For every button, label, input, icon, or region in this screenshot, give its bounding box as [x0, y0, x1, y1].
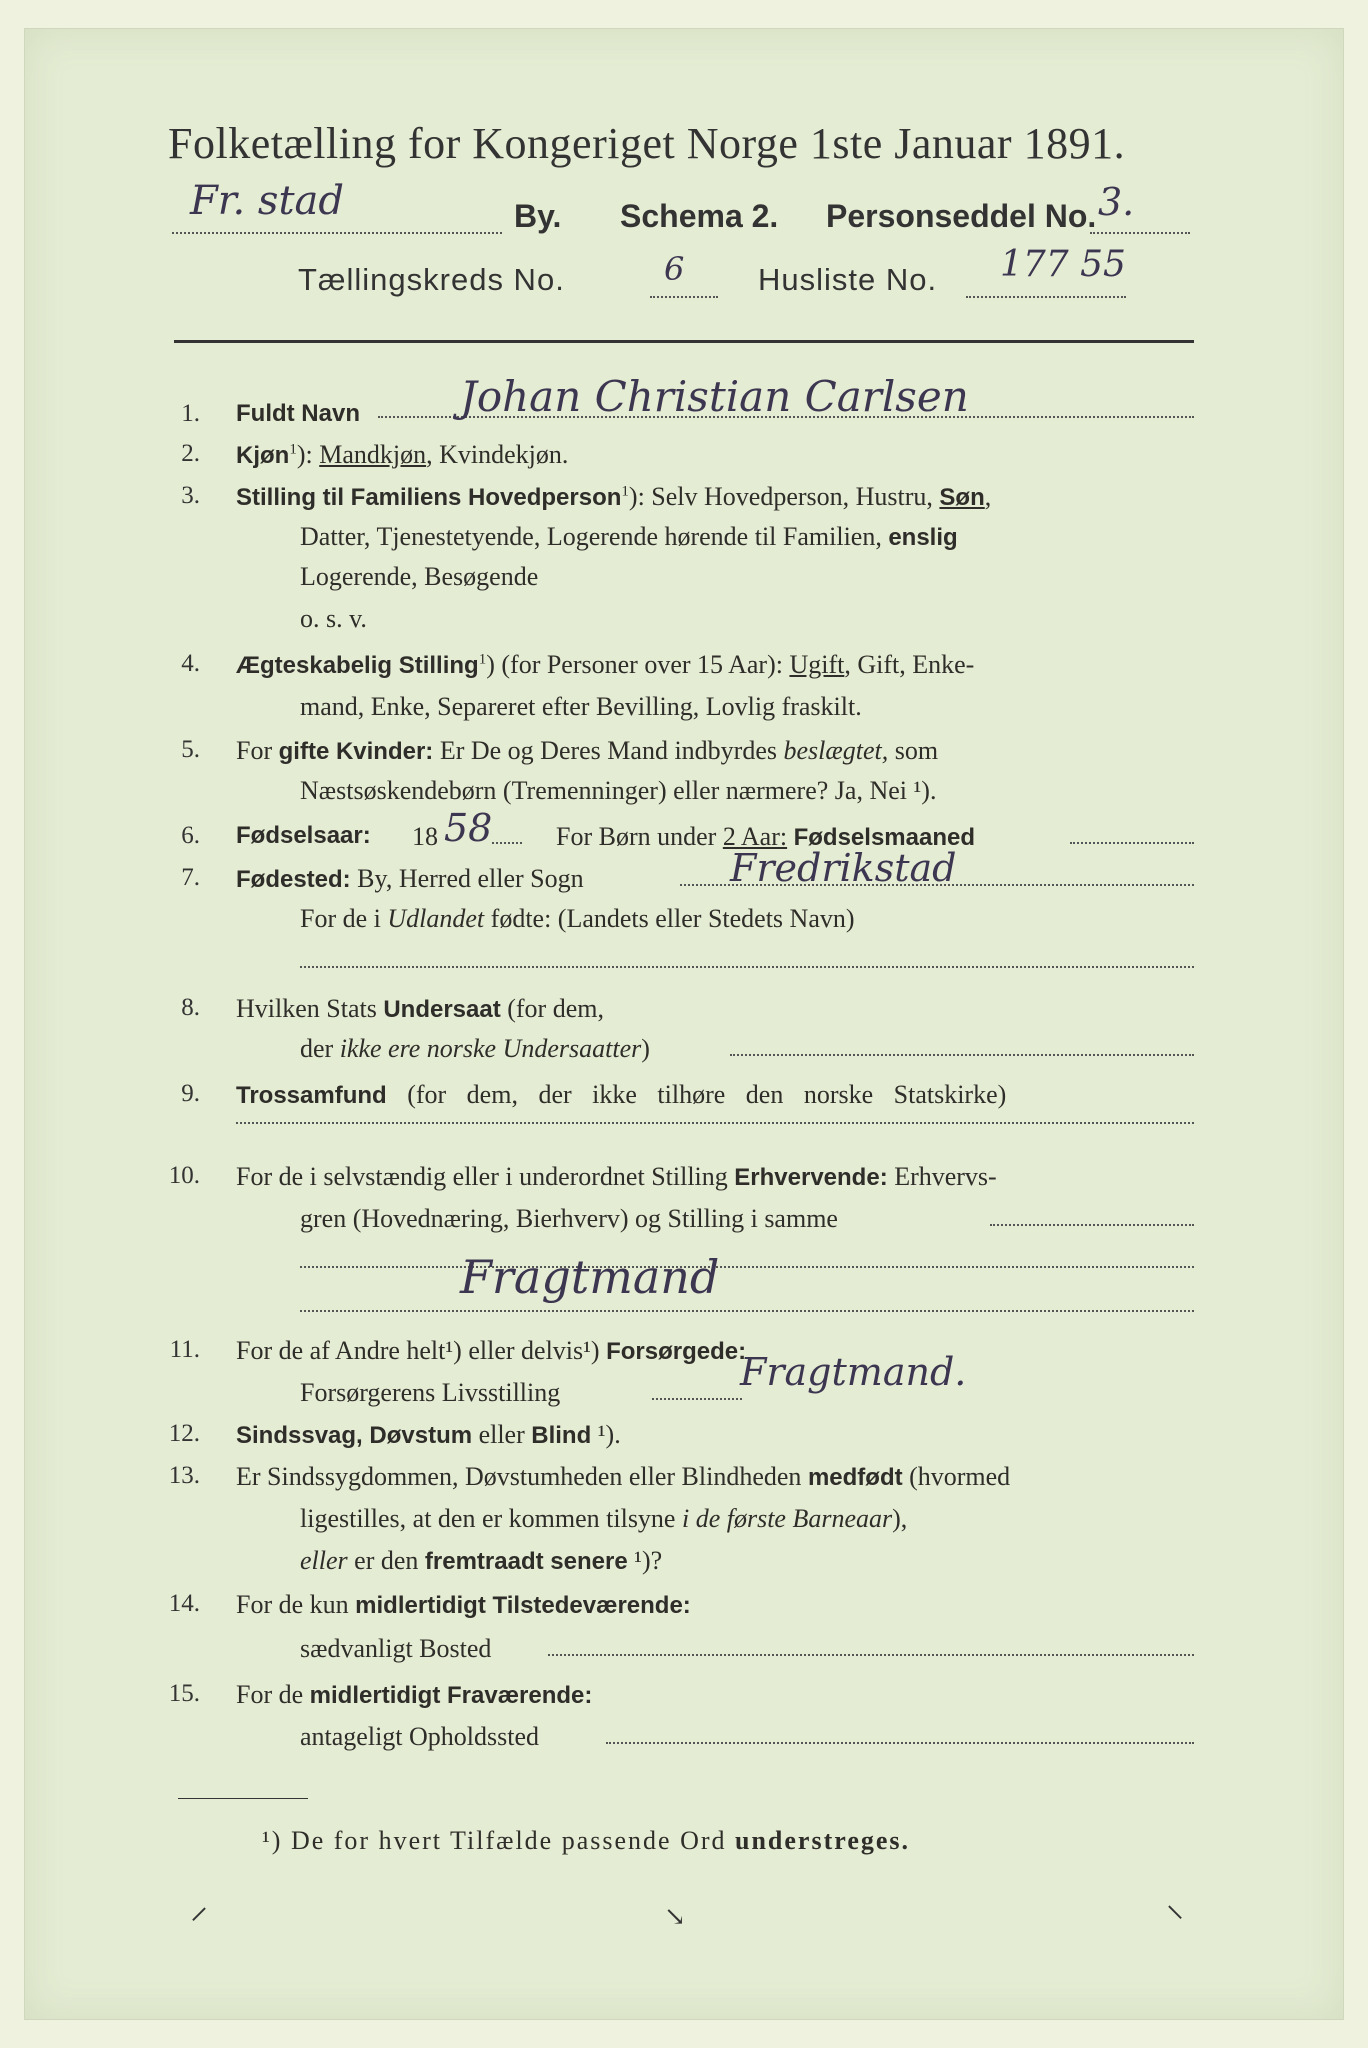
supported-text-a: For de af Andre helt¹) eller delvis¹): [236, 1336, 607, 1365]
footnote-marker: ¹): [262, 1826, 283, 1855]
birthplace-line1: [236, 864, 584, 894]
citizenship-text-a: Hvilken Stats: [236, 994, 384, 1023]
item-number: 12.: [168, 1420, 200, 1447]
item-number: 5.: [181, 736, 200, 763]
form-title: Folketælling for Kongeriget Norge 1ste Januar 1891.: [168, 119, 1126, 168]
family-position-line4: o. s. v.: [300, 604, 367, 633]
disability-line: [236, 1420, 621, 1450]
married-text-italic: beslægtet,: [783, 736, 889, 765]
town-handwritten: Fr. stad: [190, 178, 344, 224]
supported-dotted-line: [652, 1398, 742, 1400]
supported-label: Forsørgede:: [606, 1338, 747, 1365]
marital-status-line2: mand, Enke, Separeret efter Bevilling, Lovlig fraskilt.: [300, 692, 862, 721]
stay-location-dotted-line: [606, 1742, 1194, 1744]
religion-dotted-line: [236, 1122, 1194, 1124]
marital-text-b: , Gift, Enke-: [844, 650, 975, 679]
kreds-label: Tællingskreds No.: [298, 262, 565, 297]
item-number: 13.: [168, 1462, 200, 1489]
family-position-line2: [300, 522, 958, 552]
birth-month-label: Fødselsmaaned: [793, 824, 975, 851]
temporary-absent-label: midlertidigt Fraværende:: [309, 1682, 593, 1709]
congenital-line2-a: ligestilles, at den er kommen tilsyne: [300, 1504, 682, 1533]
temporary-absent-text-a: For de: [236, 1680, 310, 1709]
item-number: 6.: [181, 822, 200, 849]
census-form: [24, 28, 1344, 2020]
occupation-line2: gren (Hovednæring, Bierhverv) og Stilling i samme: [300, 1204, 838, 1233]
occupation-label: Erhvervende:: [734, 1164, 888, 1191]
congenital-line2-b: ),: [892, 1504, 908, 1533]
married-label-a: For: [236, 736, 279, 765]
personseddel-value: 3.: [1098, 180, 1135, 224]
temporary-present-label: midlertidigt Tilstedeværende:: [355, 1592, 691, 1619]
family-position-line1: [236, 482, 991, 512]
family-position-text-b: ,: [984, 482, 992, 511]
occupation-text-a: For de i selvstændig eller i underordnet Stilling: [236, 1162, 735, 1191]
birthplace-label: Fødested:: [236, 866, 351, 893]
marital-text-a: ) (for Personer over 15 Aar):: [486, 650, 790, 679]
occupation-text-b: Erhvervs-: [887, 1162, 997, 1191]
item-number: 1.: [181, 400, 200, 427]
birth-month-text-a: For Børn under: [556, 822, 723, 851]
married-text-a: Er De og Deres Mand indbyrdes: [433, 736, 784, 765]
congenital-line3-c: ¹)?: [627, 1546, 663, 1575]
citizenship-label: Undersaat: [383, 996, 501, 1023]
religion-label: Trossamfund: [236, 1082, 387, 1109]
husliste-label: Husliste No.: [758, 262, 938, 297]
temporary-present-text-a: For de kun: [236, 1590, 356, 1619]
family-position-line2-a: Datter, Tjenestetyende, Logerende hørende til Familien,: [300, 522, 889, 551]
husliste-dotted-line: [966, 296, 1126, 298]
kreds-value: 6: [664, 250, 685, 288]
sex-option-male: Mandkjøn: [319, 440, 427, 469]
supported-line1: [236, 1336, 746, 1366]
congenital-text-a: Er Sindssygdommen, Døvstumheden eller Blindheden: [236, 1462, 808, 1491]
congenital-line1: [236, 1462, 1010, 1492]
birthplace-text-a: By, Herred eller Sogn: [350, 864, 584, 893]
sex-text-b: , Kvindekjøn.: [426, 440, 569, 469]
citizenship-line2-b: ): [641, 1034, 650, 1063]
religion-text: (for dem, der ikke tilhøre den norske Statskirke): [386, 1080, 1007, 1109]
occupation-value: Fragtmand: [460, 1250, 720, 1304]
temporary-absent-line2: antageligt Opholdssted: [300, 1722, 540, 1751]
disability-text-b: ¹).: [591, 1420, 621, 1449]
husliste-value: 177 55: [1000, 244, 1126, 285]
congenital-label: medfødt: [807, 1464, 903, 1491]
footnote-ref: 1: [621, 483, 629, 500]
birth-year-prefix: 18: [412, 822, 438, 851]
married-women-line2: Næstsøskendebørn (Tremenninger) eller nærmere? Ja, Nei ¹).: [300, 776, 937, 805]
binding-mark-center: ↘: [664, 1902, 686, 1931]
religion-line: [236, 1080, 1006, 1110]
citizenship-line2-italic: ikke ere norske Undersaatter: [339, 1034, 642, 1063]
item-number: 2.: [181, 440, 200, 467]
marital-status-line1: [236, 650, 974, 680]
binding-mark-left: ⸝: [190, 1886, 208, 1926]
family-position-label: Stilling til Familiens Hovedperson: [236, 484, 622, 511]
foreign-birthplace-dotted-line: [300, 966, 1194, 968]
congenital-line3-italic: eller: [300, 1546, 348, 1575]
congenital-line3-bold: fremtraadt senere: [424, 1548, 628, 1575]
married-text-b: som: [888, 736, 939, 765]
congenital-line3-a: er den: [347, 1546, 425, 1575]
item-number: 11.: [169, 1336, 200, 1363]
citizenship-text-b: (for dem,: [500, 994, 604, 1023]
sex-label: Kjøn: [236, 442, 290, 469]
congenital-line2: [300, 1504, 907, 1534]
by-label: By.: [514, 198, 562, 234]
kreds-dotted-line: [650, 296, 718, 298]
marital-status-label: Ægteskabelig Stilling: [236, 652, 479, 679]
congenital-line3: [300, 1546, 662, 1576]
disability-label: Sindssvag, Døvstum: [236, 1422, 473, 1449]
item-number: 15.: [168, 1680, 200, 1707]
citizenship-line2-a: der: [300, 1034, 340, 1063]
item-number: 4.: [181, 650, 200, 677]
personseddel-label: Personseddel No.: [826, 198, 1097, 234]
item-number: 8.: [181, 994, 200, 1021]
personseddel-dotted-line: [1090, 232, 1190, 234]
married-women-line1: [236, 736, 938, 766]
header-rule: [174, 340, 1194, 343]
sex-line: [236, 440, 568, 470]
marital-option-ugift: Ugift: [789, 650, 845, 679]
temporary-present-line1: [236, 1590, 691, 1620]
citizenship-line2: [300, 1034, 650, 1064]
item-number: 3.: [181, 482, 200, 509]
birth-year-value: 58: [444, 806, 493, 850]
citizenship-line1: [236, 994, 604, 1024]
family-position-line2-b: enslig: [888, 524, 958, 551]
married-label-b: gifte Kvinder:: [278, 738, 434, 765]
citizenship-dotted-line: [730, 1054, 1194, 1056]
congenital-line2-italic: i de første Barneaar: [681, 1504, 893, 1533]
footnote: [262, 1826, 910, 1856]
disability-label-blind: Blind: [531, 1422, 592, 1449]
full-name-label: Fuldt Navn: [236, 400, 360, 427]
item-number: 14.: [168, 1590, 200, 1617]
birthplace-line2-a: For de i: [300, 904, 388, 933]
schema-label: Schema 2.: [620, 198, 779, 234]
item-number: 10.: [168, 1162, 200, 1189]
congenital-text-b: (hvormed: [902, 1462, 1011, 1491]
item-number: 9.: [181, 1080, 200, 1107]
birthplace-value: Fredrikstad: [730, 846, 957, 890]
birth-month-under-2: 2 Aar:: [722, 822, 788, 851]
occupation-line1: [236, 1162, 997, 1192]
occupation-dotted-line3: [300, 1310, 1194, 1312]
sex-text-a: ):: [296, 440, 320, 469]
birthplace-line2-italic: Udlandet: [387, 904, 485, 933]
footnote-ref: 1: [289, 441, 297, 458]
full-name-value: Johan Christian Carlsen: [460, 372, 969, 421]
footnote-rule: [178, 1798, 308, 1799]
birthplace-line2: [300, 904, 855, 934]
occupation-dotted-line2: [300, 1266, 1194, 1268]
footnote-bold: understreges.: [735, 1826, 911, 1855]
temporary-absent-line1: [236, 1680, 592, 1710]
temporary-present-line2: sædvanligt Bosted: [300, 1634, 492, 1663]
town-dotted-line: [172, 232, 502, 234]
disability-text-a: eller: [472, 1420, 532, 1449]
footnote-text: De for hvert Tilfælde passende Ord: [282, 1826, 736, 1855]
occupation-dotted-line1: [990, 1224, 1194, 1226]
birth-year-label: Fødselsaar:: [236, 822, 371, 849]
supported-line2: Forsørgerens Livsstilling: [300, 1378, 561, 1407]
family-position-line3: Logerende, Besøgende: [300, 562, 539, 591]
birth-month-dotted-line: [1070, 842, 1194, 844]
family-position-option-son: Søn: [939, 484, 985, 511]
binding-mark-right: ⸜: [1166, 1884, 1184, 1924]
family-position-text-a: ): Selv Hovedperson, Hustru,: [628, 482, 940, 511]
birth-year-dots: [492, 842, 522, 844]
supported-value: Fragtmand.: [740, 1350, 967, 1394]
usual-residence-dotted-line: [548, 1654, 1194, 1656]
footnote-ref: 1: [478, 651, 487, 668]
birthplace-line2-b: fødte: (Landets eller Stedets Navn): [484, 904, 855, 933]
item-number: 7.: [181, 864, 200, 891]
